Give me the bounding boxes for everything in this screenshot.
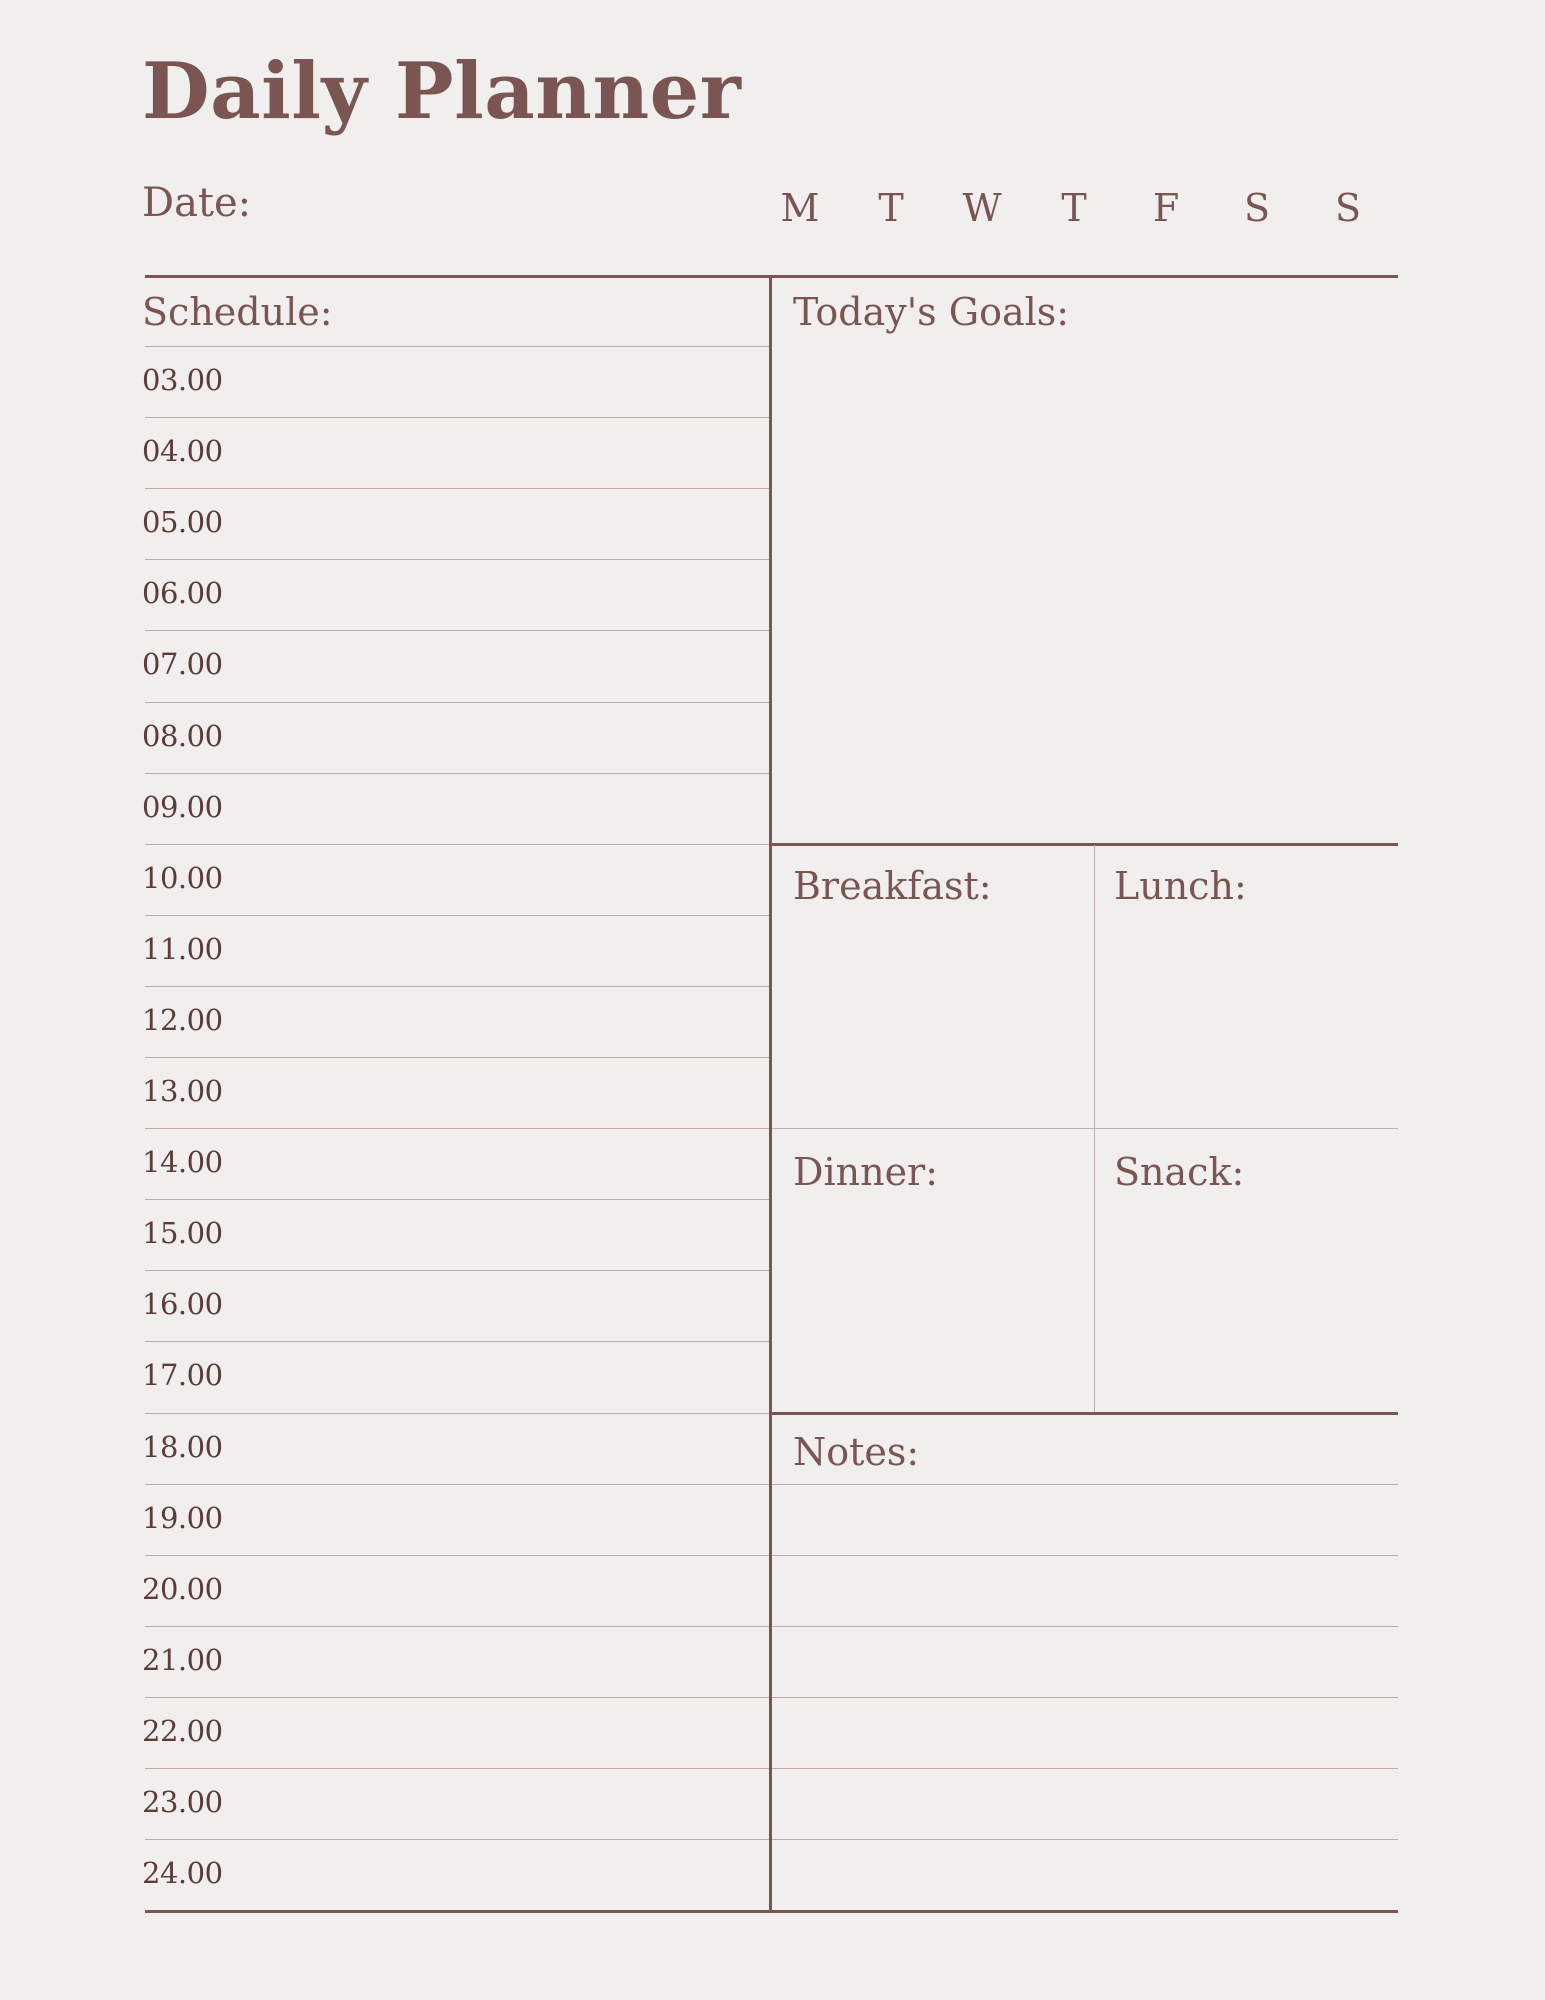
schedule-label: Schedule: <box>142 290 333 334</box>
schedule-time: 23.00 <box>142 1785 223 1819</box>
schedule-row-line[interactable] <box>145 1413 769 1414</box>
schedule-row-line[interactable] <box>145 1484 769 1485</box>
weekday-monday[interactable]: M <box>780 186 820 230</box>
schedule-row-line[interactable] <box>145 844 769 845</box>
schedule-row-line[interactable] <box>145 1341 769 1342</box>
schedule-row-line[interactable] <box>145 1555 769 1556</box>
center-divider <box>769 276 772 1911</box>
schedule-time: 03.00 <box>142 363 223 397</box>
schedule-row-line[interactable] <box>145 1697 769 1698</box>
weekday-sunday[interactable]: S <box>1334 186 1362 230</box>
schedule-row-line[interactable] <box>145 702 769 703</box>
schedule-row-line[interactable] <box>145 986 769 987</box>
weekday-friday[interactable]: F <box>1152 186 1180 230</box>
breakfast-label: Breakfast: <box>793 864 992 908</box>
dinner-label: Dinner: <box>793 1150 939 1194</box>
schedule-row-line[interactable] <box>145 773 769 774</box>
schedule-row-line[interactable] <box>145 1057 769 1058</box>
schedule-time: 14.00 <box>142 1145 223 1180</box>
schedule-time: 24.00 <box>142 1856 223 1891</box>
schedule-time: 10.00 <box>142 860 223 895</box>
snack-label: Snack: <box>1114 1150 1245 1194</box>
schedule-row-line[interactable] <box>145 417 769 418</box>
schedule-time: 08.00 <box>142 718 223 753</box>
meals-horizontal-divider <box>772 1128 1398 1129</box>
schedule-row-line[interactable] <box>145 1626 769 1627</box>
schedule-time: 17.00 <box>142 1358 223 1393</box>
notes-line[interactable] <box>772 1839 1398 1840</box>
notes-line[interactable] <box>772 1768 1398 1769</box>
schedule-time: 22.00 <box>142 1713 223 1748</box>
weekday-selector <box>770 186 1410 238</box>
schedule-row-line[interactable] <box>145 1199 769 1200</box>
schedule-row-line[interactable] <box>145 488 769 489</box>
schedule-time: 12.00 <box>142 1002 223 1037</box>
notes-label: Notes: <box>793 1430 920 1474</box>
notes-line[interactable] <box>772 1555 1398 1556</box>
weekday-tuesday[interactable]: T <box>878 186 904 230</box>
schedule-row-line[interactable] <box>145 630 769 631</box>
schedule-time: 16.00 <box>142 1287 223 1322</box>
notes-line[interactable] <box>772 1626 1398 1627</box>
schedule-time: 07.00 <box>142 647 223 682</box>
notes-line[interactable] <box>772 1484 1398 1485</box>
schedule-row-line[interactable] <box>145 1768 769 1769</box>
schedule-time: 15.00 <box>142 1216 223 1251</box>
schedule-divider <box>145 346 769 347</box>
weekday-saturday[interactable]: S <box>1243 186 1271 230</box>
goals-label: Today's Goals: <box>793 290 1070 334</box>
schedule-row-line[interactable] <box>145 559 769 560</box>
schedule-time: 18.00 <box>142 1429 223 1464</box>
weekday-wednesday[interactable]: W <box>962 186 1002 230</box>
schedule-time: 04.00 <box>142 434 223 469</box>
goals-divider <box>772 843 1398 846</box>
schedule-time: 09.00 <box>142 789 223 824</box>
schedule-time: 06.00 <box>142 576 223 611</box>
page-title: Daily Planner <box>142 46 742 137</box>
schedule-time: 11.00 <box>142 931 223 966</box>
lunch-label: Lunch: <box>1114 864 1247 908</box>
weekday-thursday[interactable]: T <box>1061 186 1087 230</box>
schedule-row-line[interactable] <box>145 1128 769 1129</box>
schedule-time: 20.00 <box>142 1571 223 1606</box>
schedule-time: 19.00 <box>142 1500 223 1535</box>
meals-bottom-divider <box>772 1412 1398 1415</box>
date-label: Date: <box>142 180 252 226</box>
meals-vertical-divider <box>1094 845 1095 1413</box>
schedule-time: 05.00 <box>142 505 223 540</box>
schedule-row-line[interactable] <box>145 915 769 916</box>
schedule-time: 21.00 <box>142 1642 223 1677</box>
schedule-row-line[interactable] <box>145 1839 769 1840</box>
schedule-row-line[interactable] <box>145 1270 769 1271</box>
notes-line[interactable] <box>772 1697 1398 1698</box>
schedule-time: 13.00 <box>142 1074 223 1108</box>
